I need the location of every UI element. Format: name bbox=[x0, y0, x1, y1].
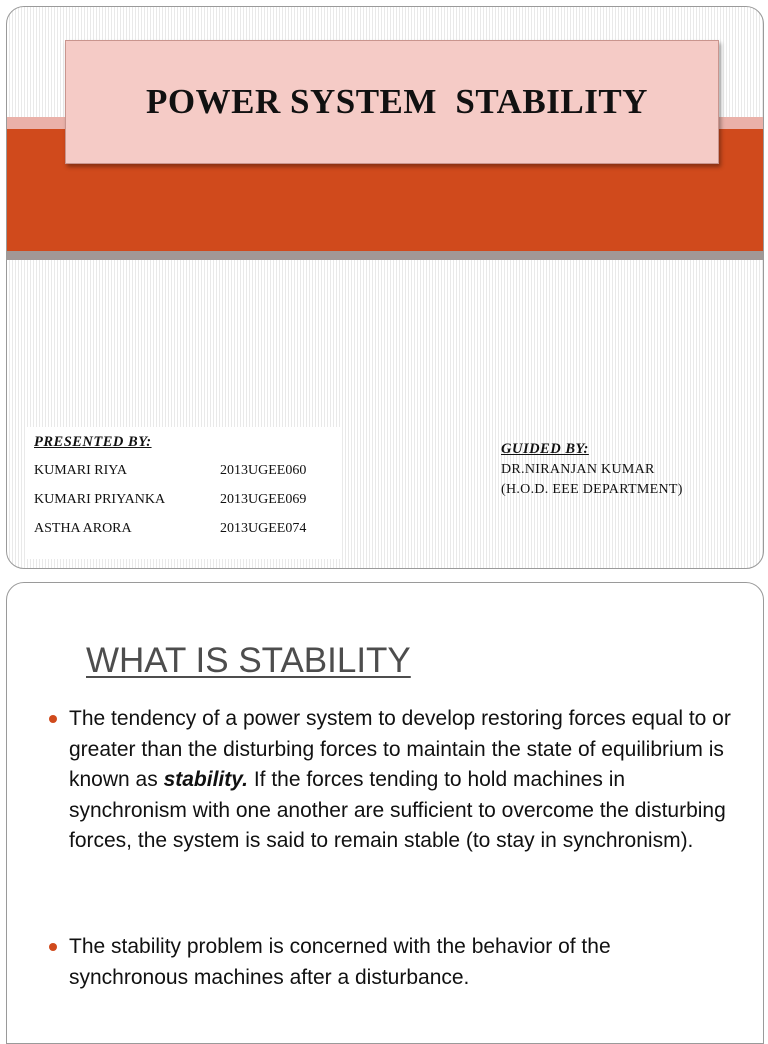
presenter-roll: 2013UGEE060 bbox=[220, 463, 307, 478]
guided-by-heading: GUIDED BY: bbox=[501, 441, 589, 457]
guide-name: DR.NIRANJAN KUMAR bbox=[501, 462, 655, 477]
guide-panel bbox=[501, 441, 751, 498]
title-slide bbox=[6, 6, 764, 569]
presenters-panel bbox=[27, 427, 341, 559]
bullet-text: The stability problem is concerned with the behavior of the synchronous machines after a disturbance. bbox=[69, 935, 611, 989]
bullet-dot-icon bbox=[49, 943, 57, 951]
gray-accent-band bbox=[7, 251, 763, 260]
presenter-row bbox=[34, 492, 334, 510]
slide-title: POWER SYSTEM STABILITY bbox=[146, 82, 648, 121]
bullet-point bbox=[69, 932, 734, 993]
presenter-roll: 2013UGEE074 bbox=[220, 521, 307, 536]
presenter-row bbox=[34, 463, 334, 481]
presented-by-heading: PRESENTED BY: bbox=[34, 434, 152, 450]
bullet-text-after: If the forces tending to hold machines in synchronism with one another are sufficient to overcome the disturbing forces, the system is said to remain stable (to stay in synchronism). bbox=[69, 768, 726, 852]
presenter-name: ASTHA ARORA bbox=[34, 521, 132, 536]
bullet-dot-icon bbox=[49, 715, 57, 723]
content-slide bbox=[6, 582, 764, 1044]
guide-role: (H.O.D. EEE DEPARTMENT) bbox=[501, 482, 683, 497]
presenter-row bbox=[34, 521, 334, 539]
presenter-roll: 2013UGEE069 bbox=[220, 492, 307, 507]
bullet-emphasis: stability. bbox=[163, 768, 248, 791]
bullet-text-before: The tendency of a power system to develop restoring forces equal to or greater than the disturbing forces to maintain the state of equilibrium is known as bbox=[69, 707, 731, 791]
bullet-point bbox=[69, 704, 734, 857]
slide-heading: WHAT IS STABILITY bbox=[86, 641, 411, 680]
presenter-name: KUMARI PRIYANKA bbox=[34, 492, 166, 507]
title-box bbox=[65, 40, 719, 164]
presenter-name: KUMARI RIYA bbox=[34, 463, 127, 478]
